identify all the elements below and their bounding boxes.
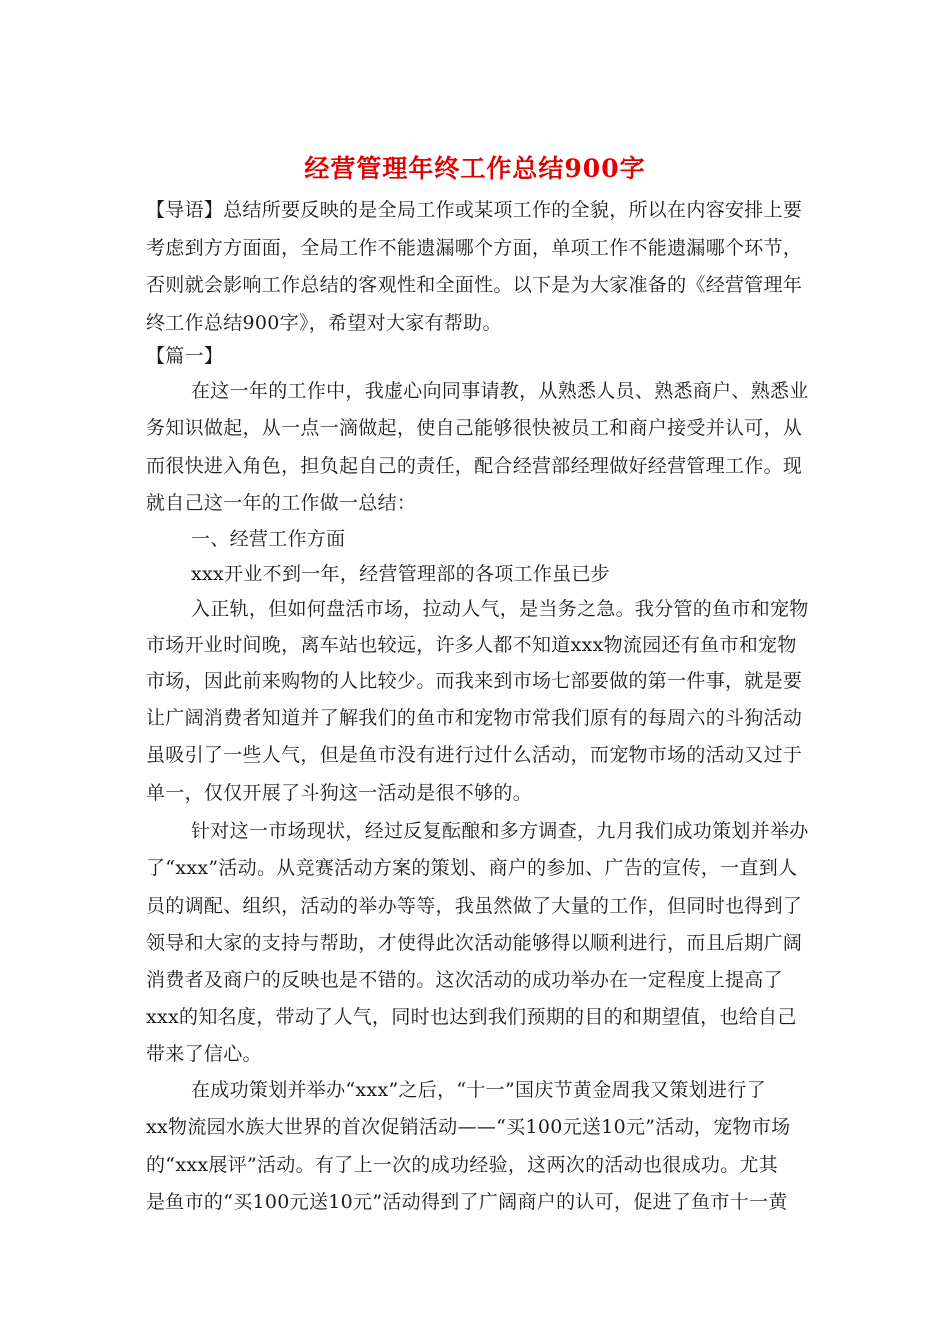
paragraph-3-line-2: 市场开业时间晚，离车站也较远，许多人都不知道xxx物流园还有鱼市和宠物 <box>146 634 797 656</box>
intro-line-3: 否则就会影响工作总结的客观性和全面性。以下是为大家准备的《经营管理年 <box>146 274 803 296</box>
paragraph-5-line-3: 的“xxx展评”活动。有了上一次的成功经验，这两次的活动也很成功。尤其 <box>146 1154 779 1176</box>
paragraph-4-line-2: 了“xxx”活动。从竞赛活动方案的策划、商户的参加、广告的宣传，一直到人 <box>146 857 798 879</box>
paragraph-2-line-1: xxx开业不到一年，经营管理部的各项工作虽已步 <box>191 563 611 585</box>
document-title: 经营管理年终工作总结900字 <box>304 154 646 183</box>
paragraph-5-line-4: 是鱼市的“买100元送10元”活动得到了广阔商户的认可，促进了鱼市十一黄 <box>146 1191 788 1213</box>
paragraph-1-line-3: 而很快进入角色，担负起自己的责任，配合经营部经理做好经营管理工作。现 <box>146 455 803 477</box>
subheading: 一、经营工作方面 <box>191 528 346 550</box>
paragraph-1-line-4: 就自己这一年的工作做一总结： <box>146 492 417 514</box>
intro-line-4: 终工作总结900字》，希望对大家有帮助。 <box>146 312 502 334</box>
paragraph-3-line-3: 市场，因此前来购物的人比较少。而我来到市场七部要做的第一件事，就是要 <box>146 670 803 692</box>
paragraph-5-line-2: xx物流园水族大世界的首次促销活动——“买100元送10元”活动，宠物市场 <box>146 1116 791 1138</box>
paragraph-3-line-1: 入正轨，但如何盘活市场，拉动人气，是当务之急。我分管的鱼市和宠物 <box>191 598 809 620</box>
paragraph-4-line-4: 领导和大家的支持与帮助，才使得此次活动能够得以顺利进行，而且后期广阔 <box>146 932 803 954</box>
paragraph-4-line-3: 员的调配、组织，活动的举办等等，我虽然做了大量的工作，但同时也得到了 <box>146 895 803 917</box>
intro-line-2: 考虑到方方面面，全局工作不能遗漏哪个方面，单项工作不能遗漏哪个环节， <box>146 237 803 259</box>
section-heading: 【篇一】 <box>146 345 224 367</box>
paragraph-4-line-5: 消费者及商户的反映也是不错的。这次活动的成功举办在一定程度上提高了 <box>146 969 783 991</box>
paragraph-5-line-1: 在成功策划并举办“xxx”之后，“十一”国庆节黄金周我又策划进行了 <box>191 1079 766 1101</box>
paragraph-4-line-7: 带来了信心。 <box>146 1043 262 1065</box>
paragraph-1-line-1: 在这一年的工作中，我虚心向同事请教，从熟悉人员、熟悉商户、熟悉业 <box>191 380 809 402</box>
paragraph-4-line-1: 针对这一市场现状，经过反复酝酿和多方调查，九月我们成功策划并举办 <box>191 820 809 842</box>
paragraph-3-line-6: 单一，仅仅开展了斗狗这一活动是很不够的。 <box>146 782 533 804</box>
paragraph-3-line-4: 让广阔消费者知道并了解我们的鱼市和宠物市常我们原有的每周六的斗狗活动 <box>146 707 803 729</box>
paragraph-1-line-2: 务知识做起，从一点一滴做起，使自己能够很快被员工和商户接受并认可，从 <box>146 417 803 439</box>
paragraph-4-line-6: xxx的知名度，带动了人气，同时也达到我们预期的目的和期望值，也给自己 <box>146 1006 797 1028</box>
intro-line-1: 【导语】总结所要反映的是全局工作或某项工作的全貌，所以在内容安排上要 <box>146 199 803 221</box>
paragraph-3-line-5: 虽吸引了一些人气，但是鱼市没有进行过什么活动，而宠物市场的活动又过于 <box>146 744 803 766</box>
